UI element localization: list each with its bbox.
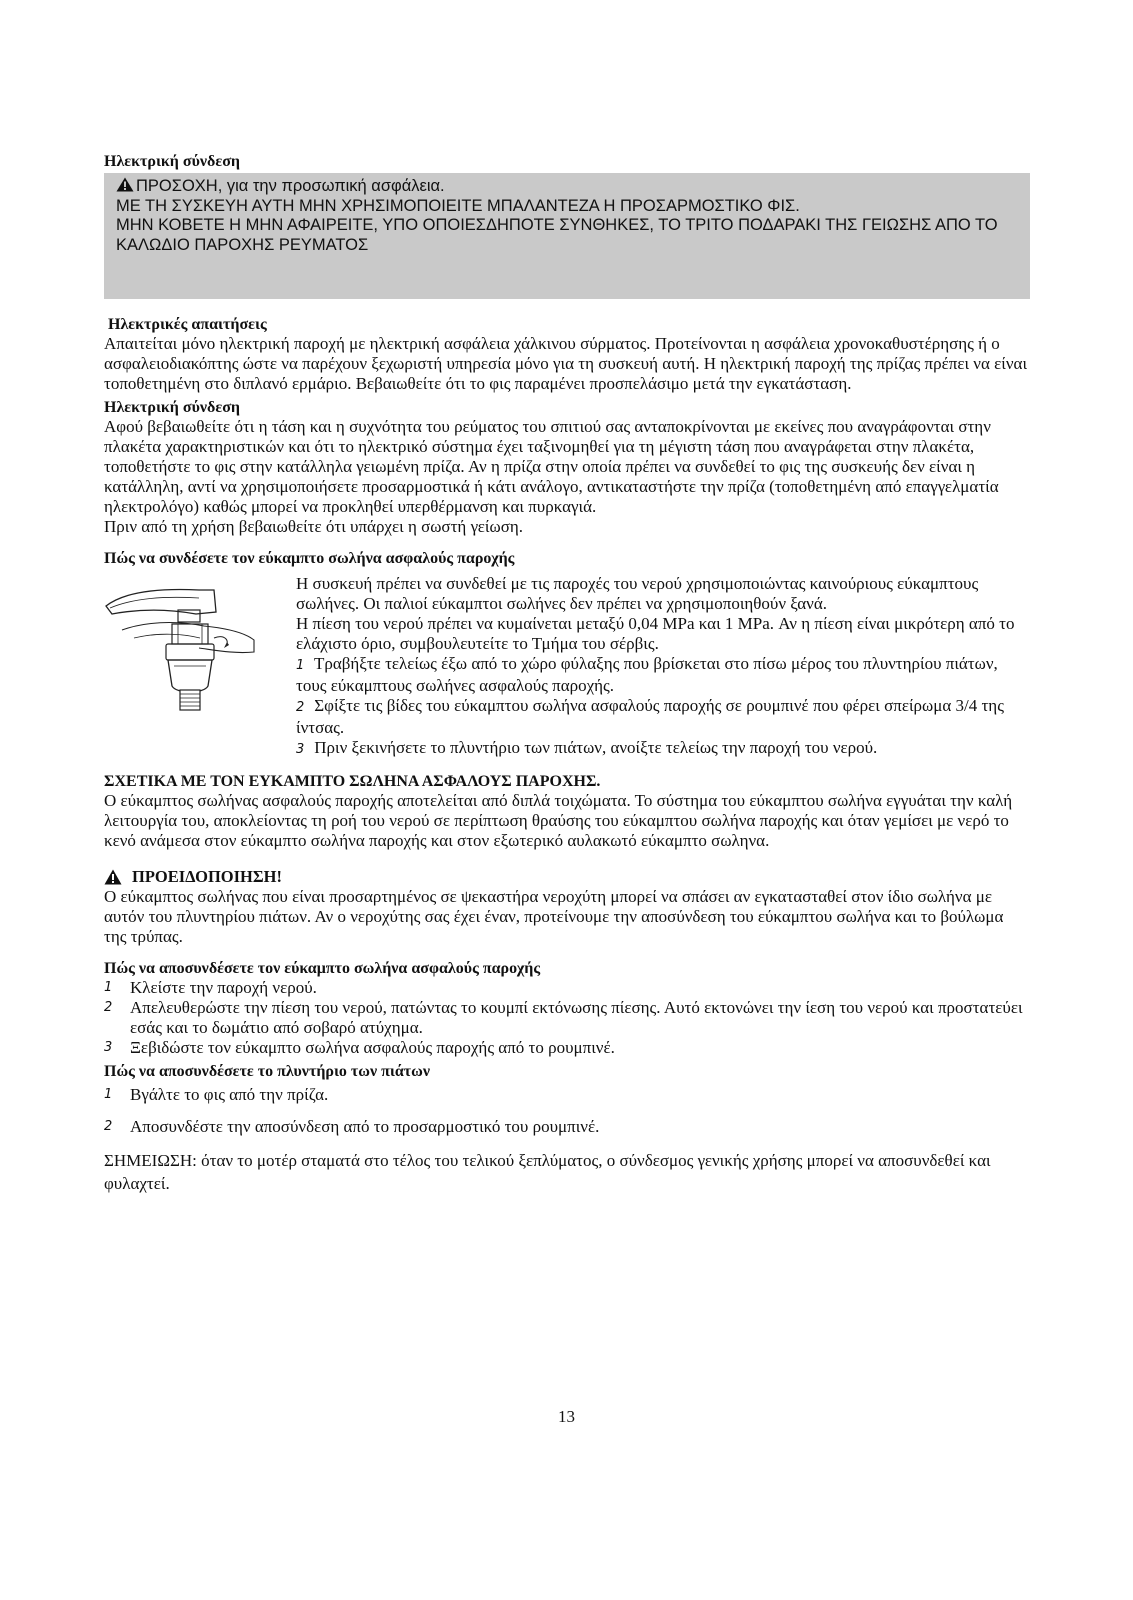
step-text: Κλείστε την παροχή νερού. xyxy=(130,978,317,997)
warning-line-1 xyxy=(116,177,1020,197)
step-text: Τραβήξτε τελείως έξω από το χώρο φύλαξης που βρίσκεται στο πίσω μέρος του πλυντηρίου πιάτων, τους εύκαμπτους σωλήνες ασφαλούς παροχής. xyxy=(296,654,998,695)
step-text: Σφίξτε τις βίδες του εύκαμπτου σωλήνα ασφαλούς παροχής σε ρουμπινέ που φέρει σπείρωμα 3/4 της ίντσας. xyxy=(296,696,1004,737)
safety-warning-box xyxy=(104,173,1030,299)
disconnect-hose-title: Πώς να αποσυνδέσετε τον εύκαμπτο σωλήνα ασφαλούς παροχής xyxy=(104,960,541,977)
step-number: 2 xyxy=(104,1000,113,1015)
hose-paragraph-2: Η πίεση του νερού πρέπει να κυμαίνεται μεταξύ 0,04 MPa και 1 MPa. Αν η πίεση είναι μικρότερη από το ελάχιστο όριο, συμβουλευτείτε το Τμήμα του σέρβις. xyxy=(296,614,1015,653)
disconnect-hose-step-2 xyxy=(104,998,1030,1038)
warning-body: Ο εύκαμπτος σωλήνας που είναι προσαρτημένος σε ψεκαστήρα νεροχύτη μπορεί να σπάσει αν εγκατασταθεί στον ίδιο σωλήνα με αυτόν του πλυντηρίου πιάτων. Αν ο νεροχύτης σας έχει έναν, προτείνουμε την αποσύνδεση του εύκαμπτου σωλήνα και το βούλωμα της τρύπας. xyxy=(104,887,1004,946)
step-text: Απελευθερώστε την πίεση του νερού, πατώντας το κουμπί εκτόνωσης πίεσης. Αυτό εκτονώνει την ίεση του νερού και προστατεύει εσάς και το δωμάτιο από σοβαρό ατύχημα. xyxy=(130,998,1023,1037)
tap-hose-illustration-icon xyxy=(104,582,269,712)
disconnect-dishwasher-step-2 xyxy=(104,1117,1030,1137)
tap-hose-connection-illustration xyxy=(104,574,296,760)
step-text: Βγάλτε το φις από την πρίζα. xyxy=(130,1085,329,1104)
warning-triangle-icon xyxy=(104,869,122,885)
step-number: 3 xyxy=(296,742,305,757)
hose-paragraph-1: Η συσκευή πρέπει να συνδεθεί με τις παροχές του νερού χρησιμοποιώντας καινούριους εύκαμπτους σωλήνες. Οι παλιοί εύκαμπτοι σωλήνες δεν πρέπει να χρησιμοποιηθούν ξανά. xyxy=(296,574,979,613)
hose-connect-section xyxy=(104,574,1030,760)
hose-connect-text xyxy=(296,574,1030,760)
step-number: 2 xyxy=(104,1119,113,1134)
warning-line-1-text: ΠΡΟΣΟΧΗ, για την προσωπική ασφάλεια. xyxy=(136,177,445,195)
step-number: 1 xyxy=(296,658,305,673)
connection-title: Ηλεκτρική σύνδεση xyxy=(104,399,240,416)
about-hose-title: ΣΧΕΤΙΚΑ ΜΕ ΤΟΝ ΕΥΚΑΜΠΤΟ ΣΩΛΗΝΑ ΑΣΦΑΛΟΥΣ ΠΑΡΟΧΗΣ. xyxy=(104,773,601,790)
connection-body-2: Πριν από τη χρήση βεβαιωθείτε ότι υπάρχει η σωστή γείωση. xyxy=(104,517,523,536)
section-title-electrical-connection: Ηλεκτρική σύνδεση xyxy=(104,153,240,170)
step-text: Πριν ξεκινήσετε το πλυντήριο των πιάτων, ανοίξτε τελείως την παροχή του νερού. xyxy=(314,738,878,757)
connection-body: Αφού βεβαιωθείτε ότι η τάση και η συχνότητα του ρεύματος του σπιτιού σας ανταποκρίνονται με εκείνες που αναγράφονται στην πλακέτα χαρακτηριστικών και ότι το ηλεκτρικό σύστημα έχει ταξινομηθεί για τη μέγιστη τάση που αναγράφεται στην πλακέτα, τοποθετήστε το φις στην κατάλληλα γειωμένη πρίζα. Αν η πρίζα στην οποία πρέπει να συνδεθεί το φις της συσκευής δεν είναι η κατάλληλη, αντί να χρησιμοποιήσετε προσαρμοστικά ή κάτι ανάλογο, αντικαταστήστε την πρίζα (τοποθετημένη από επαγγελματία ηλεκτρολόγο) καθώς μπορεί να προκληθεί υπερθέρμανση και πυρκαγιά. xyxy=(104,417,999,516)
warning-triangle-icon xyxy=(116,177,134,192)
hose-step-2 xyxy=(296,696,1030,738)
note-paragraph: ΣΗΜΕΙΩΣΗ: όταν το μοτέρ σταματά στο τέλος του τελικού ξεπλύματος, ο σύνδεσμος γενικής χρήσης μπορεί να αποσυνδεθεί και φυλαχτεί. xyxy=(104,1151,991,1193)
disconnect-hose-step-3 xyxy=(104,1038,1030,1058)
step-number: 1 xyxy=(104,980,113,995)
disconnect-hose-step-1 xyxy=(104,978,1030,998)
disconnect-dishwasher-step-1 xyxy=(104,1085,1030,1105)
step-number: 2 xyxy=(296,700,305,715)
warning-line-3: ΜΗΝ ΚΟΒΕΤΕ Η ΜΗΝ ΑΦΑΙΡΕΙΤΕ, ΥΠΟ ΟΠΟΙΕΣΔΗΠΟΤΕ ΣΥΝΘΗΚΕΣ, ΤΟ ΤΡΙΤΟ ΠΟΔΑΡΑΚΙ ΤΗΣ ΓΕΙΩΣΗΣ ΑΠΟ ΤΟ ΚΑΛΩΔΙΟ ΠΑΡΟΧΗΣ ΡΕΥΜΑΤΟΣ xyxy=(116,216,998,254)
hose-step-1 xyxy=(296,654,1030,696)
warning-title: ΠΡΟΕΙΔΟΠΟΙΗΣΗ! xyxy=(132,867,282,886)
warning-line-2: ΜΕ ΤΗ ΣΥΣΚΕΥΗ ΑΥΤΗ ΜΗΝ ΧΡΗΣΙΜΟΠΟΙΕΙΤΕ ΜΠΑΛΑΝΤΕΖΑ Η ΠΡΟΣΑΡΜΟΣΤΙΚΟ ΦΙΣ. xyxy=(116,196,800,215)
requirements-title: Ηλεκτρικές απαιτήσεις xyxy=(108,316,267,333)
hose-connect-title: Πώς να συνδέσετε τον εύκαμπτο σωλήνα ασφαλούς παροχής xyxy=(104,550,515,567)
manual-page xyxy=(104,152,1030,1195)
requirements-body: Απαιτείται μόνο ηλεκτρική παροχή με ηλεκτρική ασφάλεια χάλκινου σύρματος. Προτείνονται η ασφάλεια χρονοκαθυστέρησης ή ο ασφαλειοδιακόπτης ώστε να παρέχουν ξεχωριστή υπηρεσία μόνο για τη συσκευή αυτή. Η ηλεκτρική παροχή της πρίζας πρέπει να είναι τοποθετημένη στο διπλανό ερμάριο. Βεβαιωθείτε ότι το φις παραμένει προσπελάσιμο μετά την εγκατάσταση. xyxy=(104,334,1028,393)
about-hose-body: Ο εύκαμπτος σωλήνας ασφαλούς παροχής αποτελείται από διπλά τοιχώματα. Το σύστημα του εύκαμπτου σωλήνα εγγυάται την καλή λειτουργία του, αποκλείοντας τη ροή του νερού σε περίπτωση θραύσης του εύκαμπτου σωλήνα παροχής και όταν γεμίσει με νερό το κενό ανάμεσα στον εύκαμπτο σωλήνα παροχής και στον εξωτερικό αυλακωτό εύκαμπτο σωληνα. xyxy=(104,791,1013,850)
page-number: 13 xyxy=(558,1407,575,1426)
step-text: Ξεβιδώστε τον εύκαμπτο σωλήνα ασφαλούς παροχής από το ρουμπινέ. xyxy=(130,1038,615,1057)
step-text: Αποσυνδέστε την αποσύνδεση από το προσαρμοστικό του ρουμπινέ. xyxy=(130,1117,600,1136)
step-number: 1 xyxy=(104,1087,113,1102)
hose-step-3 xyxy=(296,738,1030,760)
step-number: 3 xyxy=(104,1040,113,1055)
warning-heading xyxy=(104,867,1030,887)
disconnect-dishwasher-title: Πώς να αποσυνδέσετε το πλυντήριο των πιάτων xyxy=(104,1063,431,1080)
